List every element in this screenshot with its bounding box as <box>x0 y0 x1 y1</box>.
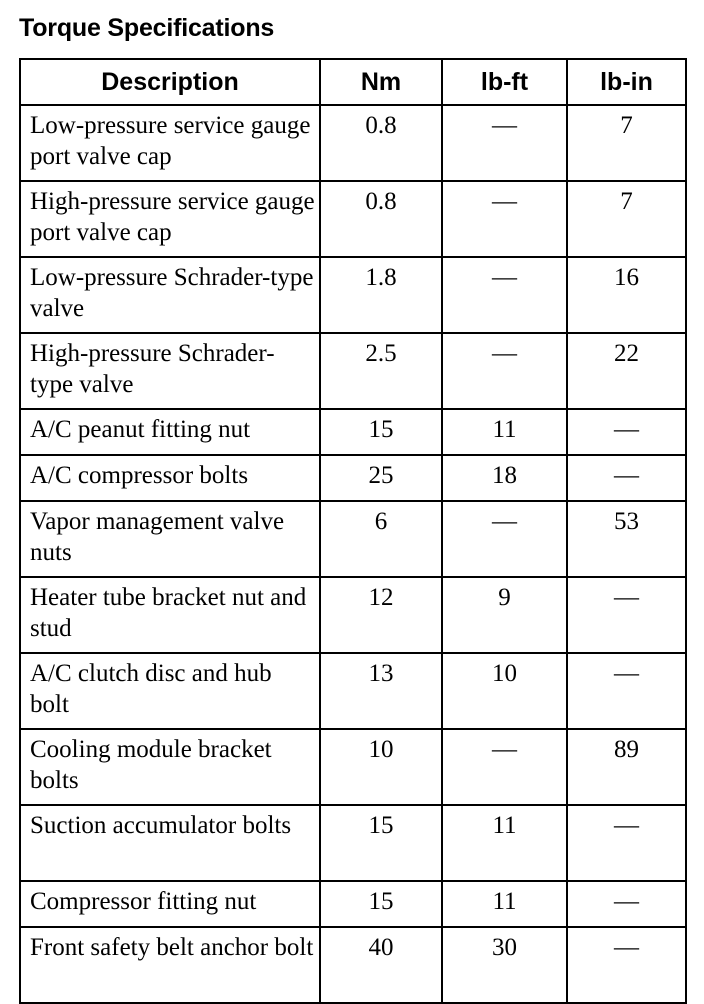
description-cell: Front safety belt anchor bolt <box>20 927 320 1003</box>
column-header-lb-in: lb-in <box>567 59 686 105</box>
nm-cell: 15 <box>320 805 442 881</box>
table-row <box>20 501 686 577</box>
table-row <box>20 927 686 1003</box>
column-header-lb-ft: lb-ft <box>442 59 567 105</box>
lb-in-cell: 22 <box>567 333 686 409</box>
description-cell: Vapor management valve nuts <box>20 501 320 577</box>
table-row <box>20 805 686 881</box>
nm-cell: 0.8 <box>320 105 442 181</box>
column-header-nm: Nm <box>320 59 442 105</box>
lb-ft-cell: — <box>442 181 567 257</box>
lb-in-cell: — <box>567 409 686 455</box>
nm-cell: 13 <box>320 653 442 729</box>
description-cell: A/C compressor bolts <box>20 455 320 501</box>
nm-cell: 10 <box>320 729 442 805</box>
description-cell: Compressor fitting nut <box>20 881 320 927</box>
lb-ft-cell: 11 <box>442 409 567 455</box>
nm-cell: 40 <box>320 927 442 1003</box>
lb-in-cell: 7 <box>567 181 686 257</box>
description-cell: A/C clutch disc and hub bolt <box>20 653 320 729</box>
nm-cell: 0.8 <box>320 181 442 257</box>
lb-ft-cell: — <box>442 501 567 577</box>
table-row <box>20 455 686 501</box>
column-header-description: Description <box>20 59 320 105</box>
description-cell: Cooling module bracket bolts <box>20 729 320 805</box>
lb-in-cell: 7 <box>567 105 686 181</box>
nm-cell: 1.8 <box>320 257 442 333</box>
lb-in-cell: — <box>567 577 686 653</box>
torque-specifications-table <box>19 58 687 1004</box>
lb-in-cell: — <box>567 881 686 927</box>
table-row <box>20 333 686 409</box>
lb-in-cell: 89 <box>567 729 686 805</box>
description-cell: Suction accumulator bolts <box>20 805 320 881</box>
nm-cell: 15 <box>320 409 442 455</box>
nm-cell: 6 <box>320 501 442 577</box>
nm-cell: 2.5 <box>320 333 442 409</box>
header-row <box>20 59 686 105</box>
lb-ft-cell: 30 <box>442 927 567 1003</box>
table-row <box>20 729 686 805</box>
lb-ft-cell: — <box>442 257 567 333</box>
lb-ft-cell: — <box>442 105 567 181</box>
description-cell: Low-pressure Schrader-type valve <box>20 257 320 333</box>
lb-in-cell: — <box>567 653 686 729</box>
lb-ft-cell: 9 <box>442 577 567 653</box>
table-row <box>20 653 686 729</box>
lb-in-cell: — <box>567 805 686 881</box>
lb-ft-cell: 10 <box>442 653 567 729</box>
table-row <box>20 105 686 181</box>
lb-ft-cell: — <box>442 333 567 409</box>
table-row <box>20 257 686 333</box>
lb-ft-cell: 18 <box>442 455 567 501</box>
table-row <box>20 181 686 257</box>
page-title: Torque Specifications <box>19 14 275 42</box>
nm-cell: 12 <box>320 577 442 653</box>
nm-cell: 25 <box>320 455 442 501</box>
description-cell: A/C peanut fitting nut <box>20 409 320 455</box>
nm-cell: 15 <box>320 881 442 927</box>
description-cell: High-pressure service gauge port valve cap <box>20 181 320 257</box>
lb-ft-cell: 11 <box>442 881 567 927</box>
lb-ft-cell: 11 <box>442 805 567 881</box>
table-row <box>20 409 686 455</box>
lb-in-cell: — <box>567 455 686 501</box>
description-cell: Low-pressure service gauge port valve cap <box>20 105 320 181</box>
lb-in-cell: 53 <box>567 501 686 577</box>
table-row <box>20 881 686 927</box>
description-cell: Heater tube bracket nut and stud <box>20 577 320 653</box>
description-cell: High-pressure Schrader-type valve <box>20 333 320 409</box>
lb-ft-cell: — <box>442 729 567 805</box>
table-row <box>20 577 686 653</box>
lb-in-cell: — <box>567 927 686 1003</box>
lb-in-cell: 16 <box>567 257 686 333</box>
